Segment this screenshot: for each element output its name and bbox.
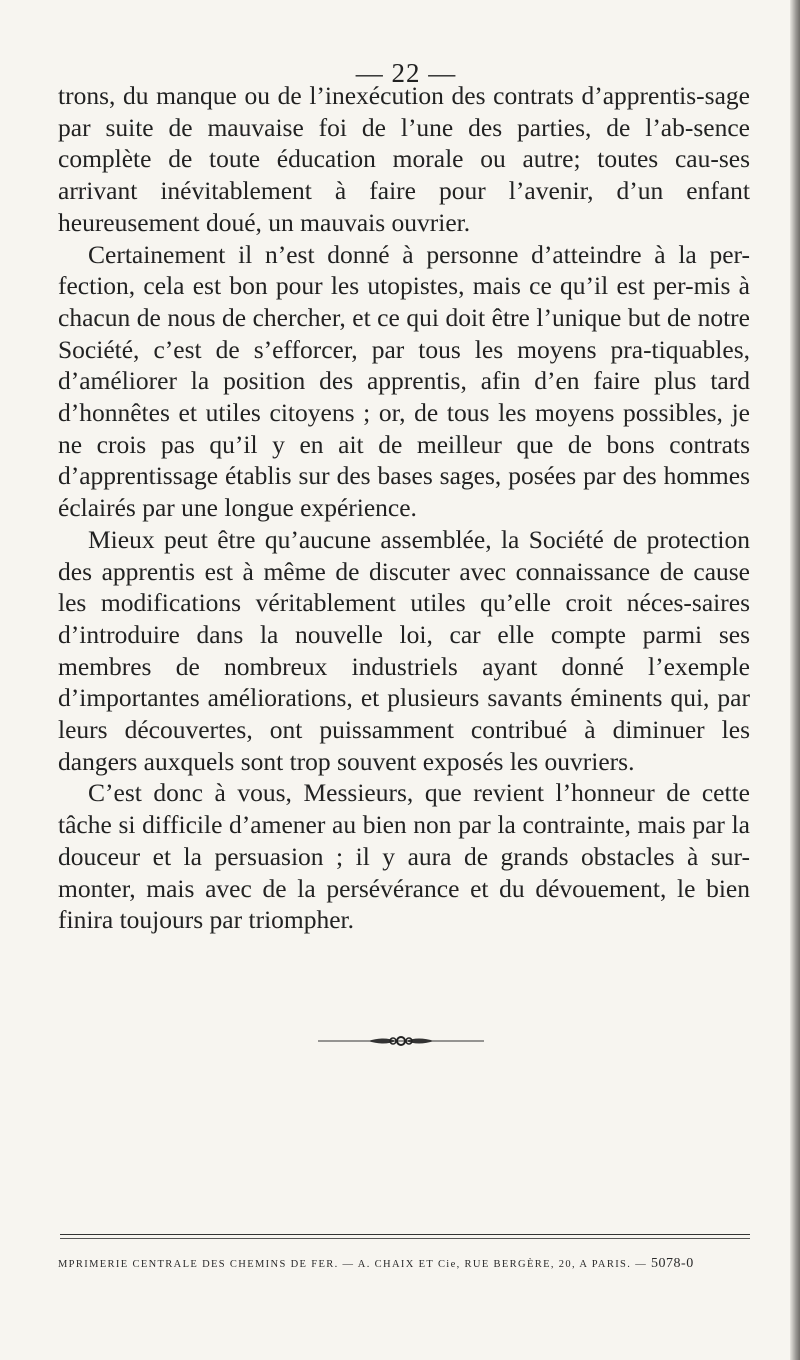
ornament-divider-icon [318,1033,484,1049]
page-number: — 22 — [355,58,457,88]
paragraph-continuation: trons, du manque ou de l’inexécution des contrats d’apprentis-sage par suite de mauvaise foi de l’une des parties, de l’ab-sence complète de toute éducation morale ou autre; toutes cau-ses arrivant inévitablement à faire pour l’avenir, d’un enfant heureusement doué, un mauvais ouvrier. [58,81,750,237]
page-edge-shadow [790,0,800,1360]
footer-rule [60,1234,750,1235]
paragraph: Certainement il n’est donné à personne d’atteindre à la per-fection, cela est bon pour les utopistes, mais ce qu’il est per-mis à chacun de nous de chercher, et ce qui doit être l’unique but de notre Société, c’est de s’efforcer, par tous les moyens pra-tiquables, d’améliorer la position des apprentis, afin d’en faire plus tard d’honnêtes et utiles citoyens ; or, de tous les moyens possibles, je ne crois pas qu’il y en ait de meilleur que de bons contrats d’apprentissage établis sur des bases sages, posées par des hommes éclairés par une longue expérience. [58,239,750,523]
paragraph: C’est donc à vous, Messieurs, que revient l’honneur de cette tâche si difficile d’amener au bien non par la contrainte, mais par la douceur et la persuasion ; il y aura de grands obstacles à sur-monter, mais avec de la persévérance et du dévouement, le bien finira toujours par triompher. [58,778,750,935]
footer-rule-thin [60,1238,750,1239]
job-number: 5078-0 [651,1256,694,1271]
paragraph: Mieux peut être qu’aucune assemblée, la Société de protection des apprentis est à même de discuter avec connaissance de cause les modifications véritablement utiles qu’elle croit néces-saires d’introduire dans la nouvelle loi, car elle compte parmi ses membres de nombreux industriels ayant donné l’exemple d’importantes améliorations, et plusieurs savants éminents qui, par leurs découvertes, ont puissamment contribué à diminuer les dangers auxquels sont trop souvent exposés les ouvriers. [58,524,750,776]
printer-imprint [58,1256,758,1272]
body-text [58,80,750,936]
imprint-text: MPRIMERIE CENTRALE DES CHEMINS DE FER. — A. CHAIX ET Cie, RUE BERGÈRE, 20, A PARIS. — [58,1259,648,1270]
